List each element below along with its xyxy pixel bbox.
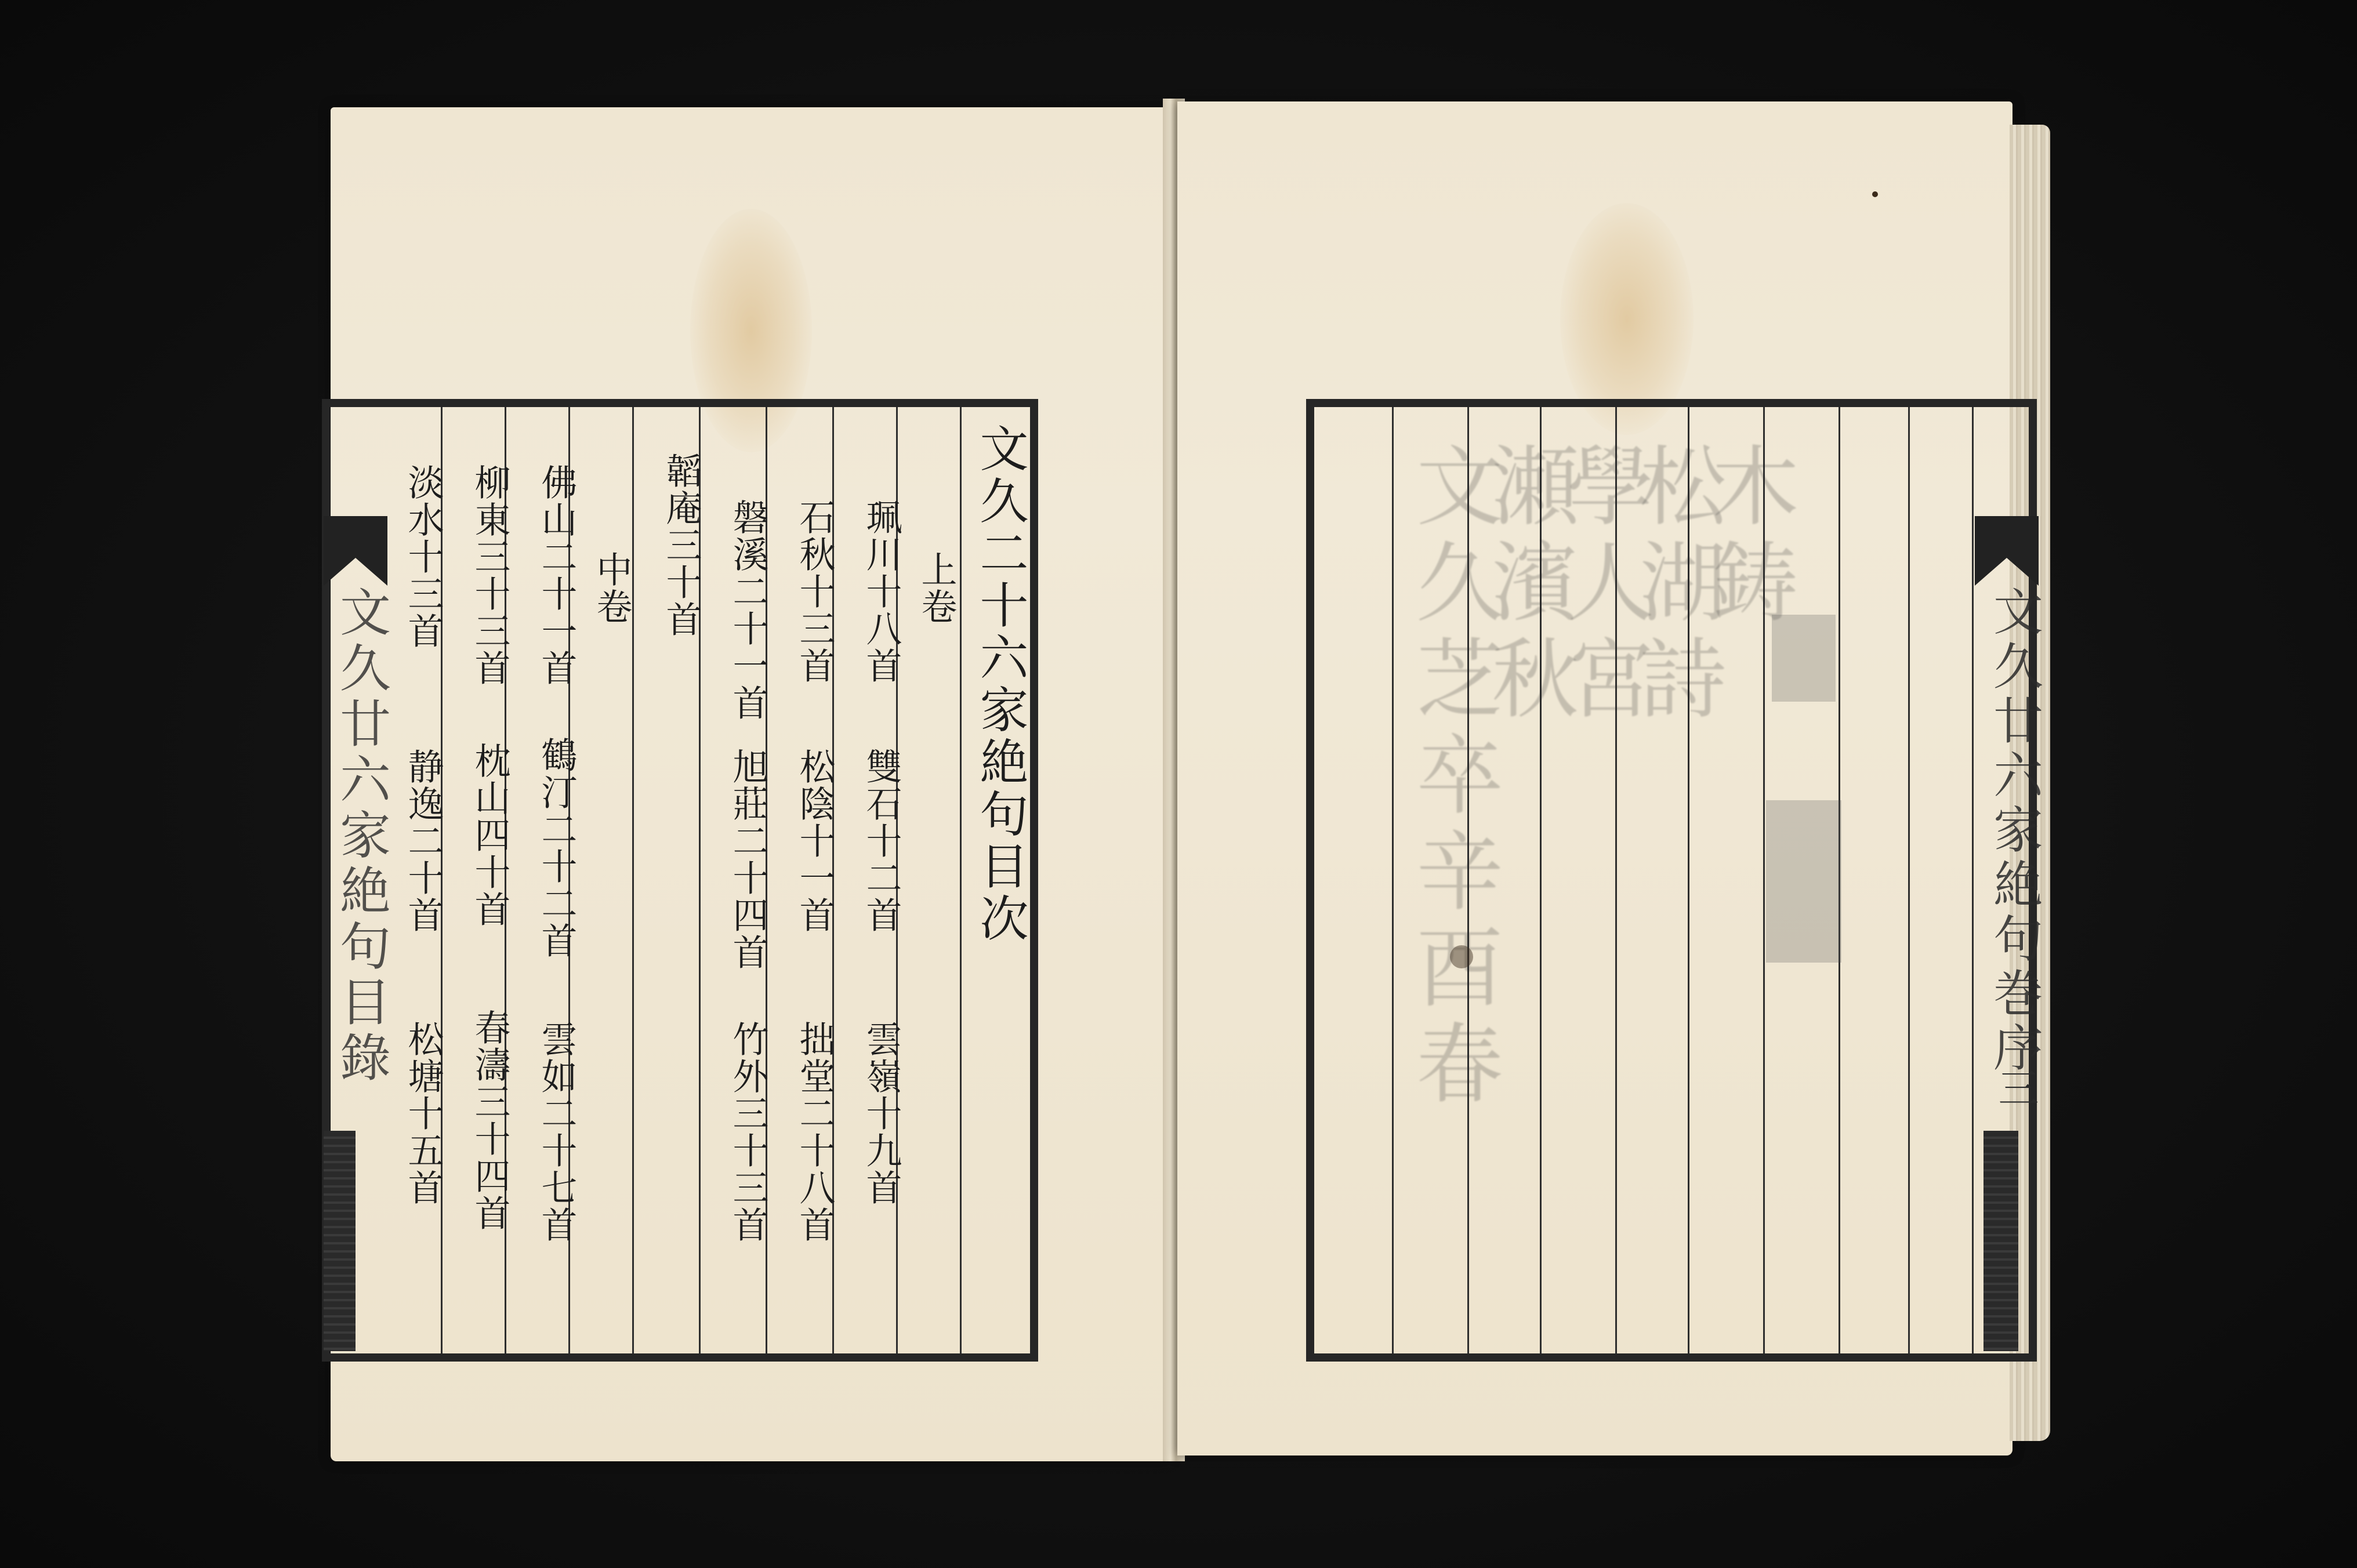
bleedthrough-seal [1772,615,1836,702]
toc-entry: 雲嶺十九首 [860,1021,902,1206]
bleedthrough-column: 瀬濱秋 [1477,441,1578,729]
bleedthrough-column: 木鋳 [1697,441,1798,633]
toc-entry: 鶴汀二十二首 [535,736,578,959]
toc-title: 文久二十六家絶句目次 [972,423,1029,945]
toc-entry: 旭莊二十四首 [727,748,769,971]
toc-entry: 佛山二十一首 [535,464,578,687]
toc-entry: 松塘十五首 [402,1021,444,1206]
toc-entry: 珮川十八首 [860,499,902,684]
bleedthrough-column: 松湖詩 [1624,441,1725,729]
toc-entry: 磐溪二十一首 [727,499,769,721]
toc-entry: 静逸二十首 [402,748,444,934]
paper-blemish [1450,945,1473,968]
bleedthrough-column: 學人宮 [1552,441,1653,729]
toc-entry: 柳東三十三首 [469,464,511,687]
center-fold-title: 文久廿六家絶句目錄 [332,586,391,1087]
center-fold-title-right: 文久廿六家絶句巻序 [1985,586,2043,1076]
bleedthrough-column: 文久芝卒辛酉春 [1401,441,1502,1115]
toc-entry: 春濤三十四首 [469,1009,511,1232]
toc-entry: 松陰十一首 [793,748,836,934]
column-rule [632,407,634,1353]
column-rule [1972,407,1974,1353]
column-rule [1908,407,1910,1353]
folio-number: 三 [1992,1067,2039,1108]
column-rule [960,407,962,1353]
toc-entry: 拙堂二十八首 [793,1021,836,1243]
bleedthrough-seal [1766,800,1841,963]
toc-entry: 枕山四十首 [469,742,511,928]
fishtail-lower [1983,1131,2018,1351]
paper-speck [1872,191,1878,197]
toc-entry: 雙石十二首 [860,748,902,934]
toc-entry: 石秋十三首 [793,499,836,684]
fishtail-lower [324,1131,356,1351]
toc-entry: 淡水十三首 [402,464,444,649]
toc-entry: 雲如二十七首 [535,1021,578,1243]
toc-section-middle: 中卷 [590,551,633,625]
toc-entry: 竹外三十三首 [727,1021,769,1243]
toc-entry: 韜庵三十首 [660,452,702,638]
toc-section-upper: 上卷 [915,551,958,625]
